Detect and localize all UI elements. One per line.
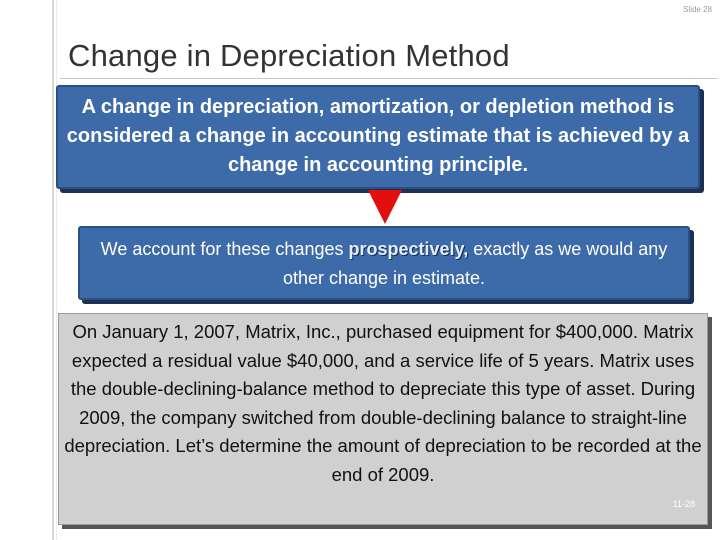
prospectively-emphasis: prospectively,	[348, 239, 469, 259]
slide-title: Change in Depreciation Method	[68, 38, 510, 73]
definition-box	[56, 85, 700, 189]
treatment-text-after: exactly as we would any other change in estimate.	[282, 239, 668, 288]
example-text: On January 1, 2007, Matrix, Inc., purchased equipment for $400,000. Matrix expected a residual value $40,000, and a service life of 5 years. Matrix uses the double-declining-balance method to depreciate this type of asset. During 2009, the company switched from double-declining balance to straight-line depreciation. Let’s determine the amount of depreciation to be recorded at the end of 2009.	[64, 321, 702, 485]
slide-number: Slide 28	[683, 5, 712, 14]
example-box	[58, 313, 708, 525]
left-decorative-rule-thin	[56, 0, 57, 540]
definition-text: A change in depreciation, amortization, or depletion method is considered a change in accounting estimate that is achieved by a change in accounting principle.	[66, 96, 690, 176]
left-decorative-rule	[52, 0, 54, 540]
treatment-text-before: We account for these changes	[100, 239, 349, 259]
down-arrow-icon	[368, 190, 402, 224]
page-number: 11-28	[672, 498, 695, 509]
accounting-treatment-box	[78, 226, 690, 300]
title-underline	[60, 78, 718, 79]
